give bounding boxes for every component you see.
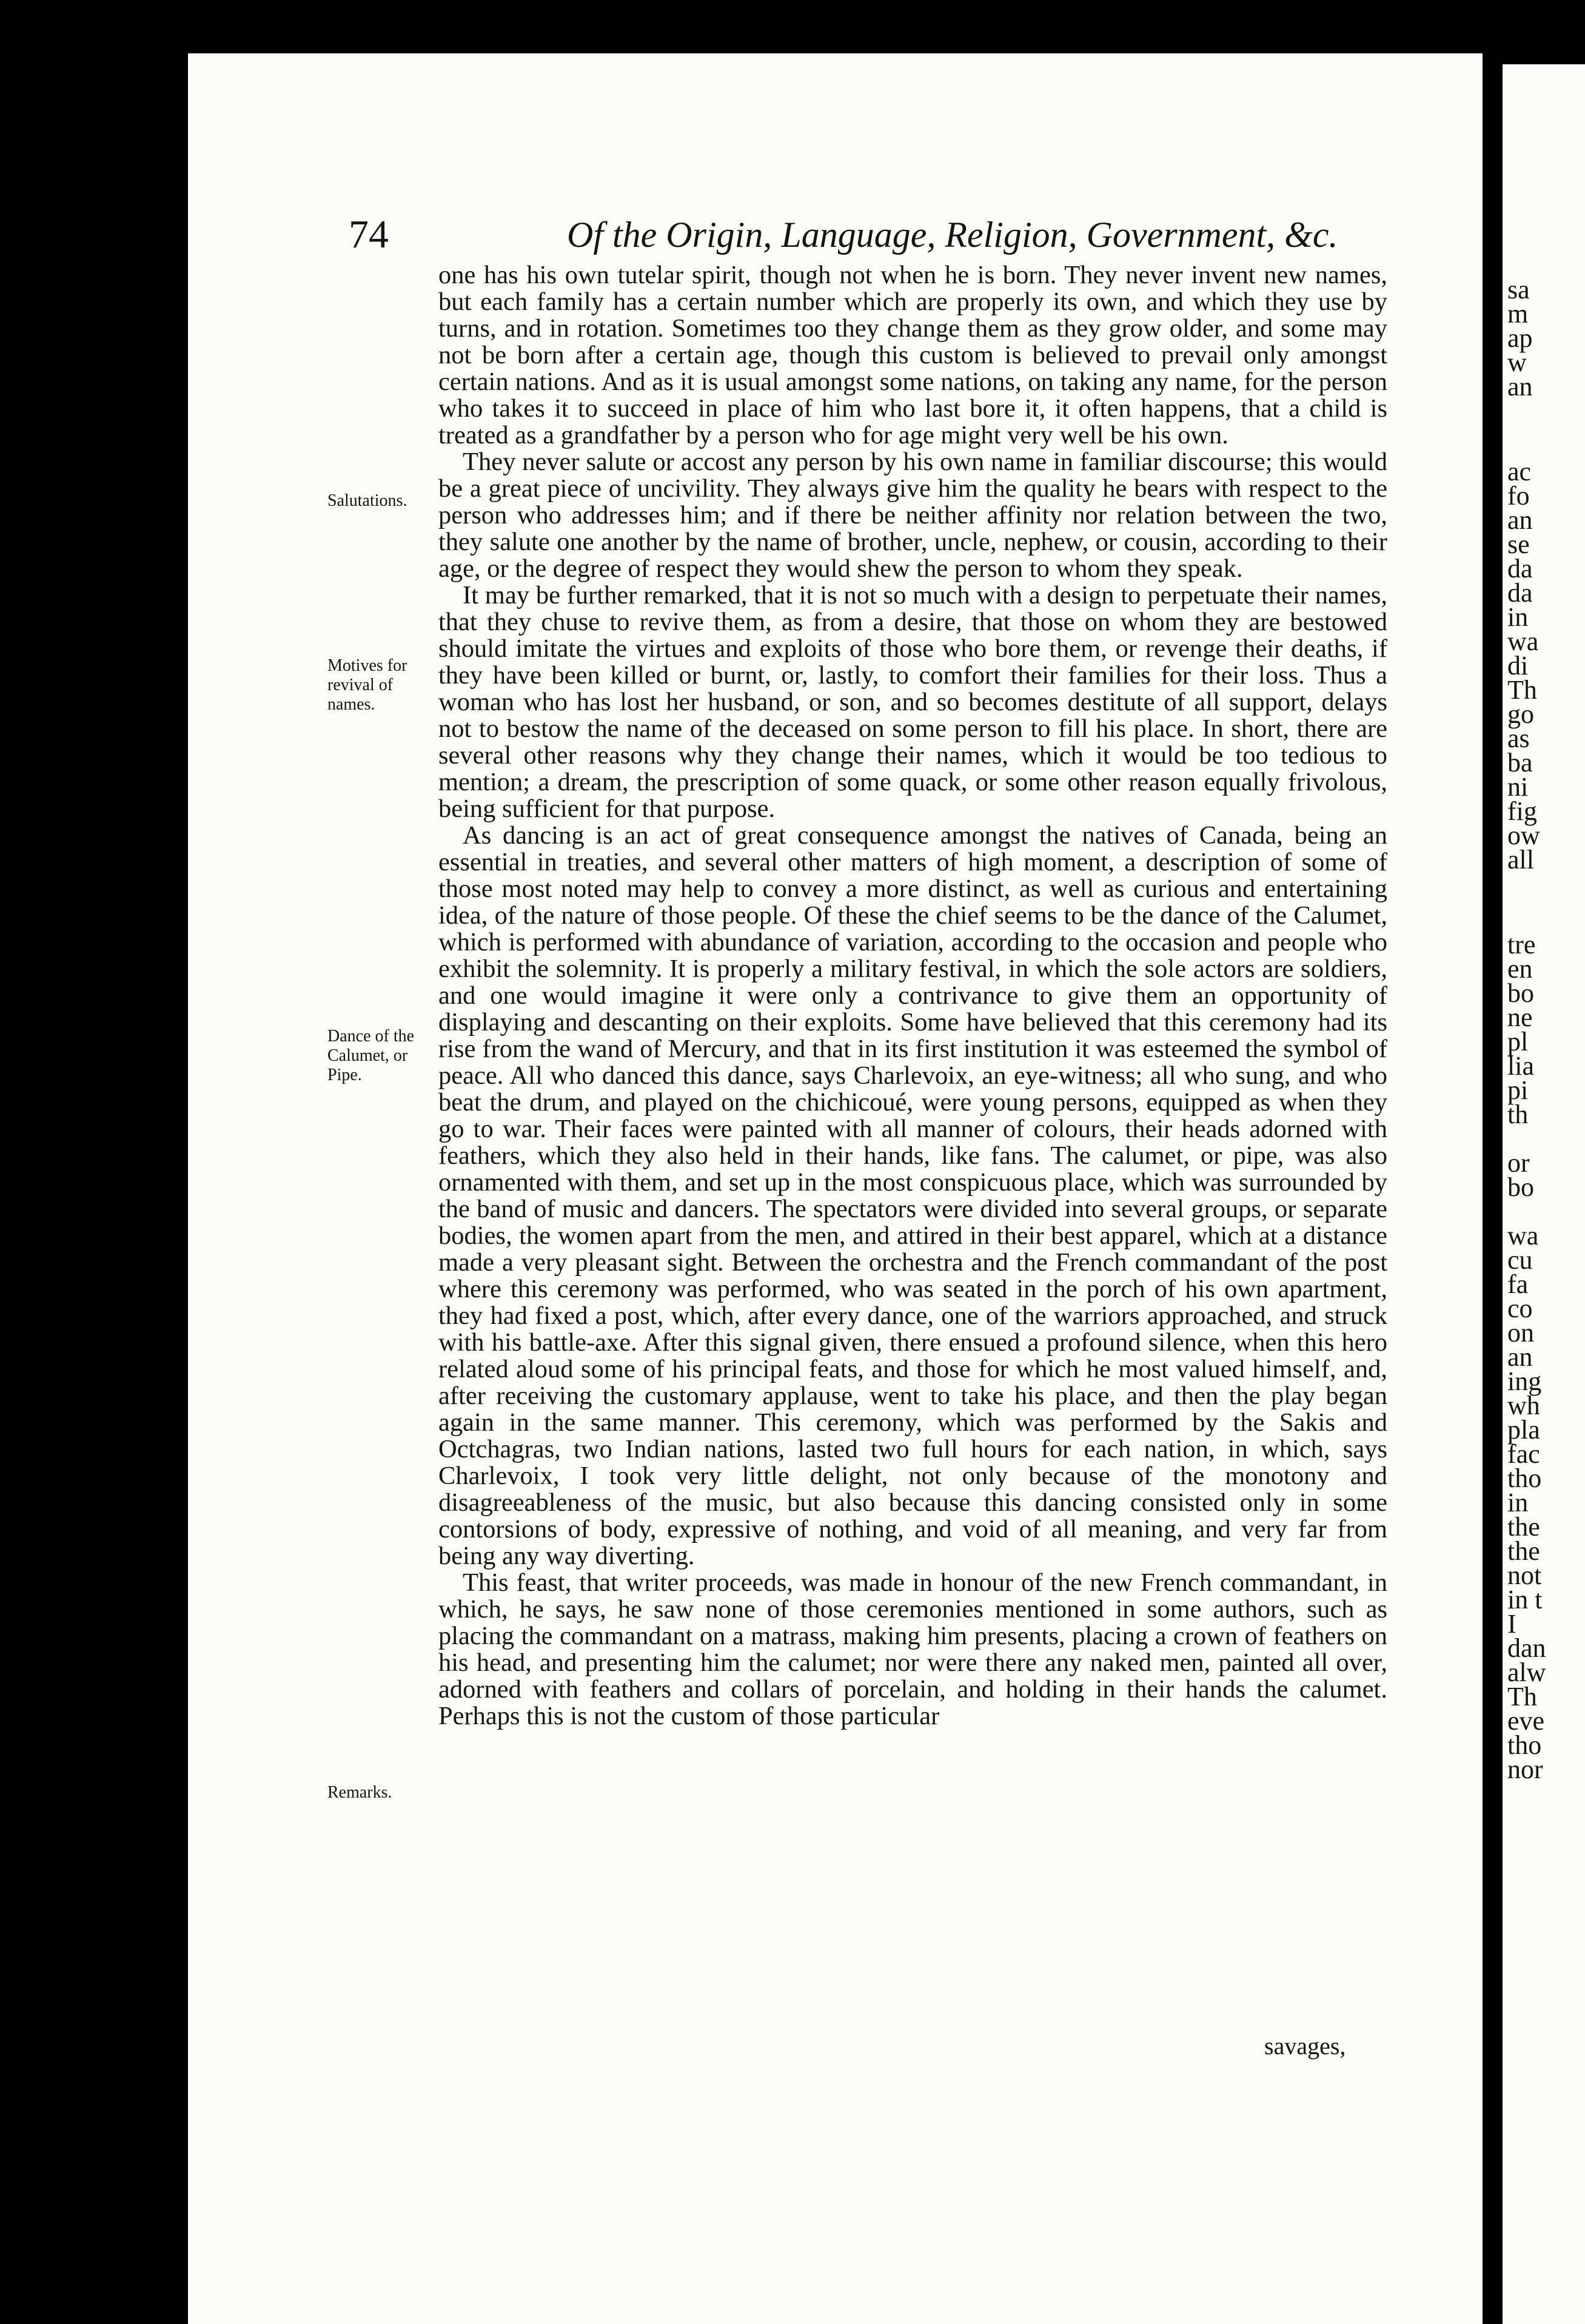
- adjacent-page-fragment: in: [1507, 602, 1529, 632]
- adjacent-page-fragment: the: [1507, 1536, 1540, 1566]
- adjacent-page-fragment: da: [1507, 578, 1533, 608]
- side-note-remarks: Remarks.: [327, 1783, 392, 1802]
- side-note-salutations: Salutations.: [327, 491, 407, 510]
- adjacent-page-fragment: wh: [1507, 1391, 1540, 1420]
- adjacent-page-fragment: di: [1507, 651, 1529, 680]
- adjacent-page-fragment: ap: [1507, 323, 1533, 353]
- adjacent-page-fragment: fig: [1507, 796, 1537, 826]
- adjacent-page-fragment: go: [1507, 699, 1534, 729]
- adjacent-page-fragment: pi: [1507, 1075, 1529, 1105]
- paragraph-2: They never salute or accost any person by his own name in familiar discourse; this would be a great piece of uncivility. They always give him the quality he bears with respect to the person who addresses him; and if there be neither affinity nor relation between the two, they salute one another by the name of brother, uncle, nephew, or cousin, according to their age, or the degree of respect they would shew the person to whom they speak.: [438, 448, 1387, 583]
- adjacent-page-fragment: in t: [1507, 1585, 1543, 1614]
- adjacent-page-fragment: an: [1507, 505, 1533, 535]
- adjacent-page-fragment: dan: [1507, 1633, 1546, 1663]
- paragraph-5: This feast, that writer proceeds, was made in honour of the new French commandant, in which, he says, he saw none of those ceremonies mentioned in some authors, such as placing the commandant on a matrass, making him presents, placing a crown of feathers on his head, and presenting him the calumet; nor were there any naked men, painted all over, adorned with feathers and collars of porcelain, and holding in their hands the calumet. Perhaps this is not the custom of those particular: [438, 1568, 1387, 1730]
- adjacent-page-fragment: pl: [1507, 1027, 1529, 1056]
- page-header: [349, 213, 1355, 256]
- adjacent-page-fragment: an: [1507, 372, 1533, 401]
- adjacent-page-fragment: ing: [1507, 1366, 1542, 1396]
- adjacent-page-fragment: th: [1507, 1100, 1529, 1129]
- adjacent-page-fragment: nor: [1507, 1755, 1543, 1784]
- adjacent-page-fragment: bo: [1507, 1172, 1534, 1202]
- adjacent-page-fragment: tre: [1507, 930, 1536, 959]
- adjacent-page-fragment: not: [1507, 1560, 1542, 1590]
- adjacent-page-fragment: wa: [1507, 1221, 1539, 1251]
- adjacent-page-fragment: ac: [1507, 457, 1532, 486]
- text-body: [438, 262, 1387, 1730]
- adjacent-page-fragment: tho: [1507, 1730, 1542, 1760]
- adjacent-page-edge: [1503, 64, 1585, 2324]
- adjacent-page-fragment: ba: [1507, 748, 1533, 777]
- adjacent-page-fragment: cu: [1507, 1245, 1533, 1275]
- adjacent-page-fragment: ow: [1507, 821, 1540, 850]
- adjacent-page-fragment: the: [1507, 1512, 1540, 1542]
- adjacent-page-fragment: an: [1507, 1342, 1533, 1372]
- adjacent-page-fragment: I: [1507, 1609, 1516, 1639]
- adjacent-page-fragment: Th: [1507, 675, 1537, 705]
- adjacent-page-fragment: se: [1507, 529, 1530, 559]
- adjacent-page-fragment: da: [1507, 554, 1533, 583]
- adjacent-page-fragment: as: [1507, 724, 1530, 753]
- adjacent-page-fragment: ne: [1507, 1002, 1533, 1032]
- adjacent-page-fragment: or: [1507, 1148, 1530, 1178]
- adjacent-page-fragment: pla: [1507, 1415, 1540, 1445]
- adjacent-page-fragment: wa: [1507, 626, 1539, 656]
- adjacent-page-fragment: m: [1507, 299, 1529, 329]
- adjacent-page-fragment: fac: [1507, 1439, 1540, 1469]
- adjacent-page-fragment: in: [1507, 1488, 1529, 1517]
- adjacent-page-fragment: Th: [1507, 1682, 1537, 1711]
- adjacent-page-fragment: tho: [1507, 1463, 1542, 1493]
- side-note-dance: Dance of the Calumet, or Pipe.: [327, 1027, 415, 1084]
- running-title: Of the Origin, Language, Religion, Government, &c.: [567, 215, 1338, 255]
- adjacent-page-fragment: on: [1507, 1318, 1534, 1348]
- adjacent-page-fragment: fa: [1507, 1269, 1529, 1299]
- side-note-motives: Motives for revival of names.: [327, 656, 407, 714]
- adjacent-page-fragment: ni: [1507, 772, 1529, 802]
- adjacent-page-fragment: en: [1507, 954, 1533, 984]
- adjacent-page-fragment: eve: [1507, 1706, 1545, 1736]
- adjacent-page-fragment: fo: [1507, 481, 1530, 511]
- paragraph-1: one has his own tutelar spirit, though not when he is born. They never invent new names, but each family has a certain number which are properly its own, and which they use by turns, and in rotation. Sometimes too they change them as they grow older, and some may not be born after a certain age, though this custom is believed to prevail only amongst certain nations. And as it is usual amongst some nations, on taking any name, for the person who takes it to succeed in place of him who last bore it, it often happens, that a child is treated as a grandfather by a person who for age might very well be his own.: [438, 261, 1387, 449]
- adjacent-page-fragment: alw: [1507, 1657, 1546, 1687]
- page-number: 74: [349, 212, 389, 257]
- catchword: savages,: [1264, 2032, 1346, 2060]
- adjacent-page-fragment: all: [1507, 845, 1534, 875]
- adjacent-page-fragment: sa: [1507, 275, 1530, 304]
- adjacent-page-fragment: w: [1507, 348, 1527, 377]
- adjacent-page-fragment: co: [1507, 1294, 1533, 1323]
- adjacent-page-fragment: lia: [1507, 1051, 1534, 1081]
- book-gutter: [1483, 0, 1503, 2324]
- paragraph-3: It may be further remarked, that it is not so much with a design to perpetuate their names, that they chuse to revive them, as from a desire, that those on whom they are bestowed should imitate the virtues and exploits of those who bore them, or revenge their deaths, if they have been killed or burnt, or, lastly, to comfort their families for their loss. Thus a woman who has lost her husband, or son, and so becomes destitute of all support, delays not to bestow the name of the deceased on some person to fill his place. In short, there are several other reasons why they change their names, which it would be too tedious to mention; a dream, the prescription of some quack, or some other reason equally frivolous, being sufficient for that purpose.: [438, 581, 1387, 823]
- adjacent-page-fragment: bo: [1507, 978, 1534, 1008]
- paragraph-4: As dancing is an act of great consequence amongst the natives of Canada, being an essential in treaties, and several other matters of high moment, a description of some of those most noted may help to convey a more distinct, as well as curious and entertaining idea, of the nature of those people. Of these the chief seems to be the dance of the Calumet, which is performed with abundance of variation, according to the occasion and people who exhibit the solemnity. It is properly a military festival, in which the sole actors are soldiers, and one would imagine it were only a contrivance to give them an opportunity of displaying and descanting on their exploits. Some have believed that this ceremony had its rise from the wand of Mercury, and that in its first institution it was esteemed the symbol of peace. All who danced this dance, says Charlevoix, an eye-witness; all who sung, and who beat the drum, and played on the chichicoué, were young persons, equipped as when they go to war. Their faces were painted with all manner of colours, their heads adorned with feathers, which they also held in their hands, like fans. The calumet, or pipe, was also ornamented with them, and set up in the most conspicuous place, which was surrounded by the band of music and dancers. The spectators were divided into several groups, or separate bodies, the women apart from the men, and attired in their best apparel, which at a distance made a very pleasant sight. Between the orchestra and the French commandant of the post where this ceremony was performed, who was seated in the porch of his own apartment, they had fixed a post, which, after every dance, one of the warriors approached, and struck with his battle-axe. After this signal given, there ensued a profound silence, when this hero related aloud some of his principal feats, and those for which he most valued himself, and, after receiving the customary applause, went to take his place, and then the play began again in the same manner. This ceremony, which was performed by the Sakis and Octchagras, two Indian nations, lasted two full hours for each nation, in which, says Charlevoix, I took very little delight, not only because of the monotony and disagreeableness of the music, but also because this dancing consisted only in some contorsions of body, expressive of nothing, and void of all meaning, and very far from being any way diverting.: [438, 821, 1387, 1570]
